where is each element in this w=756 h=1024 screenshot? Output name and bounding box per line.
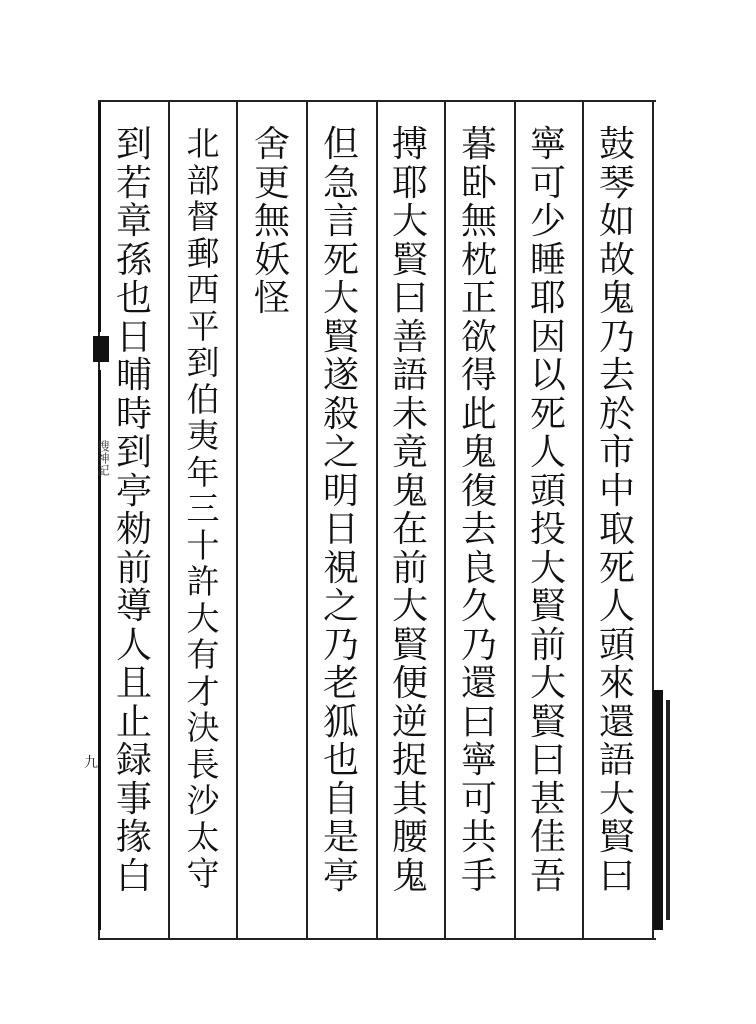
side-title: 搜神記 xyxy=(96,440,110,476)
text-char: 還 xyxy=(598,701,635,743)
text-char: 暮 xyxy=(460,124,497,165)
text-char: 勑 xyxy=(115,509,152,550)
text-char: 導 xyxy=(115,586,152,627)
text-char: 年 xyxy=(186,452,220,492)
text-char: 是 xyxy=(322,817,359,858)
text-char: 急 xyxy=(322,162,359,204)
text-char: 到 xyxy=(186,343,220,382)
text-char: 頭 xyxy=(598,624,635,666)
text-char: 取 xyxy=(598,509,635,550)
text-char: 前 xyxy=(391,547,428,589)
text-char: 此 xyxy=(460,393,497,435)
text-char: 去 xyxy=(598,355,635,396)
text-char: 語 xyxy=(598,740,635,781)
text-char: 語 xyxy=(391,355,428,396)
text-char: 平 xyxy=(186,306,220,346)
text-char: 大 xyxy=(391,586,428,627)
folio-number: 九 xyxy=(84,755,98,771)
text-char: 無 xyxy=(253,201,290,242)
text-char: 日 xyxy=(322,509,359,550)
text-char: 才 xyxy=(186,671,220,711)
text-char: 鬼 xyxy=(460,432,497,473)
column-rule xyxy=(582,100,584,940)
text-char: 逆 xyxy=(391,701,428,743)
text-char: 大 xyxy=(322,278,359,319)
text-char: 其 xyxy=(391,778,428,820)
column-rule xyxy=(376,100,378,940)
text-char: 伯 xyxy=(186,379,220,419)
text-char: 視 xyxy=(322,547,359,589)
text-char: 鼓 xyxy=(598,124,635,165)
text-char: 決 xyxy=(186,708,220,747)
text-char: 捉 xyxy=(391,740,428,781)
text-char: 到 xyxy=(115,124,152,165)
text-char: 大 xyxy=(598,778,635,820)
text-char: 死 xyxy=(322,239,359,281)
text-char: 明 xyxy=(322,470,359,512)
text-char: 狐 xyxy=(322,701,359,743)
text-char: 十 xyxy=(186,525,220,565)
text-char: 竟 xyxy=(391,432,428,473)
text-char: 於 xyxy=(598,393,635,435)
text-char: 賢 xyxy=(529,701,566,743)
text-char: 更 xyxy=(253,162,290,204)
text-char: 老 xyxy=(322,663,359,704)
text-char: 得 xyxy=(460,355,497,396)
text-char: 搏 xyxy=(391,124,428,165)
text-char: 郵 xyxy=(186,233,220,273)
text-char: 睡 xyxy=(529,239,566,281)
text-column-5 xyxy=(315,126,367,896)
text-char: 遂 xyxy=(322,355,359,396)
text-char: 手 xyxy=(460,855,497,897)
text-char: 舍 xyxy=(253,124,290,165)
text-char: 可 xyxy=(529,162,566,204)
text-char: 之 xyxy=(322,432,359,473)
text-char: 腰 xyxy=(391,817,428,858)
text-char: 但 xyxy=(322,124,359,165)
text-char: 賢 xyxy=(391,624,428,666)
text-char: 長 xyxy=(186,744,220,784)
text-char: 耶 xyxy=(391,162,428,204)
text-char: 章 xyxy=(115,201,152,242)
text-char: 曰 xyxy=(391,278,428,319)
text-char: 也 xyxy=(322,740,359,781)
text-char: 曰 xyxy=(460,701,497,743)
text-char: 大 xyxy=(529,663,566,704)
text-char: 中 xyxy=(598,470,635,512)
text-char: 賢 xyxy=(391,239,428,281)
text-char: 枕 xyxy=(460,239,497,281)
text-char: 正 xyxy=(460,278,497,319)
text-char: 因 xyxy=(529,316,566,358)
text-char: 督 xyxy=(186,197,220,236)
text-char: 賢 xyxy=(322,316,359,358)
text-column-3 xyxy=(453,126,505,896)
column-rule xyxy=(444,100,446,940)
text-char: 未 xyxy=(391,393,428,435)
text-char: 頭 xyxy=(529,470,566,512)
text-char: 也 xyxy=(115,278,152,319)
text-char: 少 xyxy=(529,201,566,242)
text-char: 亭 xyxy=(115,470,152,512)
text-char: 善 xyxy=(391,316,428,358)
text-char: 賢 xyxy=(529,586,566,627)
text-char: 久 xyxy=(460,586,497,627)
column-rule xyxy=(168,100,170,940)
text-char: 曰 xyxy=(598,855,635,897)
text-char: 前 xyxy=(529,624,566,666)
text-char: 太 xyxy=(186,817,220,857)
text-char: 死 xyxy=(598,547,635,589)
text-char: 便 xyxy=(391,663,428,704)
text-char: 鬼 xyxy=(391,470,428,512)
text-char: 人 xyxy=(115,624,152,666)
text-char: 復 xyxy=(460,470,497,512)
text-char: 鬼 xyxy=(598,278,635,319)
column-rule xyxy=(514,100,516,940)
text-char: 止 xyxy=(115,701,152,743)
text-char: 若 xyxy=(115,162,152,204)
text-char: 良 xyxy=(460,547,497,589)
text-char: 來 xyxy=(598,663,635,704)
text-char: 欲 xyxy=(460,316,497,358)
text-char: 日 xyxy=(115,316,152,358)
text-char: 共 xyxy=(460,817,497,858)
text-char: 怪 xyxy=(253,278,290,319)
text-char: 去 xyxy=(460,509,497,550)
text-char: 鬼 xyxy=(391,855,428,897)
text-char: 故 xyxy=(598,239,635,281)
text-char: 晡 xyxy=(115,355,152,396)
text-char: 夷 xyxy=(186,416,220,455)
text-char: 白 xyxy=(115,855,152,897)
text-char: 亭 xyxy=(322,855,359,897)
text-char: 如 xyxy=(598,201,635,242)
text-char: 許 xyxy=(186,562,220,601)
text-char: 且 xyxy=(115,663,152,704)
text-char: 寧 xyxy=(529,124,566,165)
text-char: 還 xyxy=(460,663,497,704)
text-char: 乃 xyxy=(322,624,359,666)
text-char: 卧 xyxy=(460,162,497,204)
text-char: 北 xyxy=(186,124,220,163)
text-char: 以 xyxy=(529,355,566,396)
text-char: 三 xyxy=(186,489,220,528)
text-char: 寧 xyxy=(460,740,497,781)
text-char: 自 xyxy=(322,778,359,820)
text-char: 部 xyxy=(186,160,220,200)
column-rule xyxy=(306,100,308,940)
text-char: 投 xyxy=(529,509,566,550)
text-char: 曰 xyxy=(529,740,566,781)
text-char: 到 xyxy=(115,432,152,473)
text-char: 耶 xyxy=(529,278,566,319)
text-char: 時 xyxy=(115,393,152,435)
text-char: 事 xyxy=(115,778,152,820)
text-column-2 xyxy=(522,126,574,896)
text-char: 乃 xyxy=(460,624,497,666)
text-char: 有 xyxy=(186,635,220,674)
right-edge-shadow xyxy=(666,700,670,920)
text-char: 琴 xyxy=(598,162,635,204)
text-char: 甚 xyxy=(529,778,566,820)
text-char: 市 xyxy=(598,432,635,473)
text-column-1 xyxy=(591,126,643,896)
text-char: 孫 xyxy=(115,239,152,281)
text-column-6 xyxy=(246,126,298,319)
text-char: 賢 xyxy=(598,817,635,858)
text-char: 掾 xyxy=(115,817,152,858)
text-column-4 xyxy=(384,126,436,896)
text-char: 大 xyxy=(186,598,220,638)
text-char: 殺 xyxy=(322,393,359,435)
text-char: 死 xyxy=(529,393,566,435)
column-rule xyxy=(236,100,238,940)
text-char: 前 xyxy=(115,547,152,589)
text-char: 言 xyxy=(322,201,359,242)
text-char: 人 xyxy=(529,432,566,473)
text-column-8 xyxy=(108,126,160,896)
text-char: 沙 xyxy=(186,781,220,820)
text-char: 妖 xyxy=(253,239,290,281)
right-edge-shadow xyxy=(653,690,663,930)
text-char: 佳 xyxy=(529,817,566,858)
text-char: 人 xyxy=(598,586,635,627)
text-char: 無 xyxy=(460,201,497,242)
text-char: 守 xyxy=(186,854,220,893)
text-char: 可 xyxy=(460,778,497,820)
text-char: 在 xyxy=(391,509,428,550)
text-char: 大 xyxy=(529,547,566,589)
text-column-7 xyxy=(177,126,229,893)
text-char: 録 xyxy=(115,740,152,781)
text-char: 西 xyxy=(186,270,220,309)
text-char: 之 xyxy=(322,586,359,627)
fish-tail-mark xyxy=(93,336,109,362)
text-char: 乃 xyxy=(598,316,635,358)
text-char: 吾 xyxy=(529,855,566,897)
text-char: 大 xyxy=(391,201,428,242)
fore-edge-line xyxy=(98,102,101,332)
